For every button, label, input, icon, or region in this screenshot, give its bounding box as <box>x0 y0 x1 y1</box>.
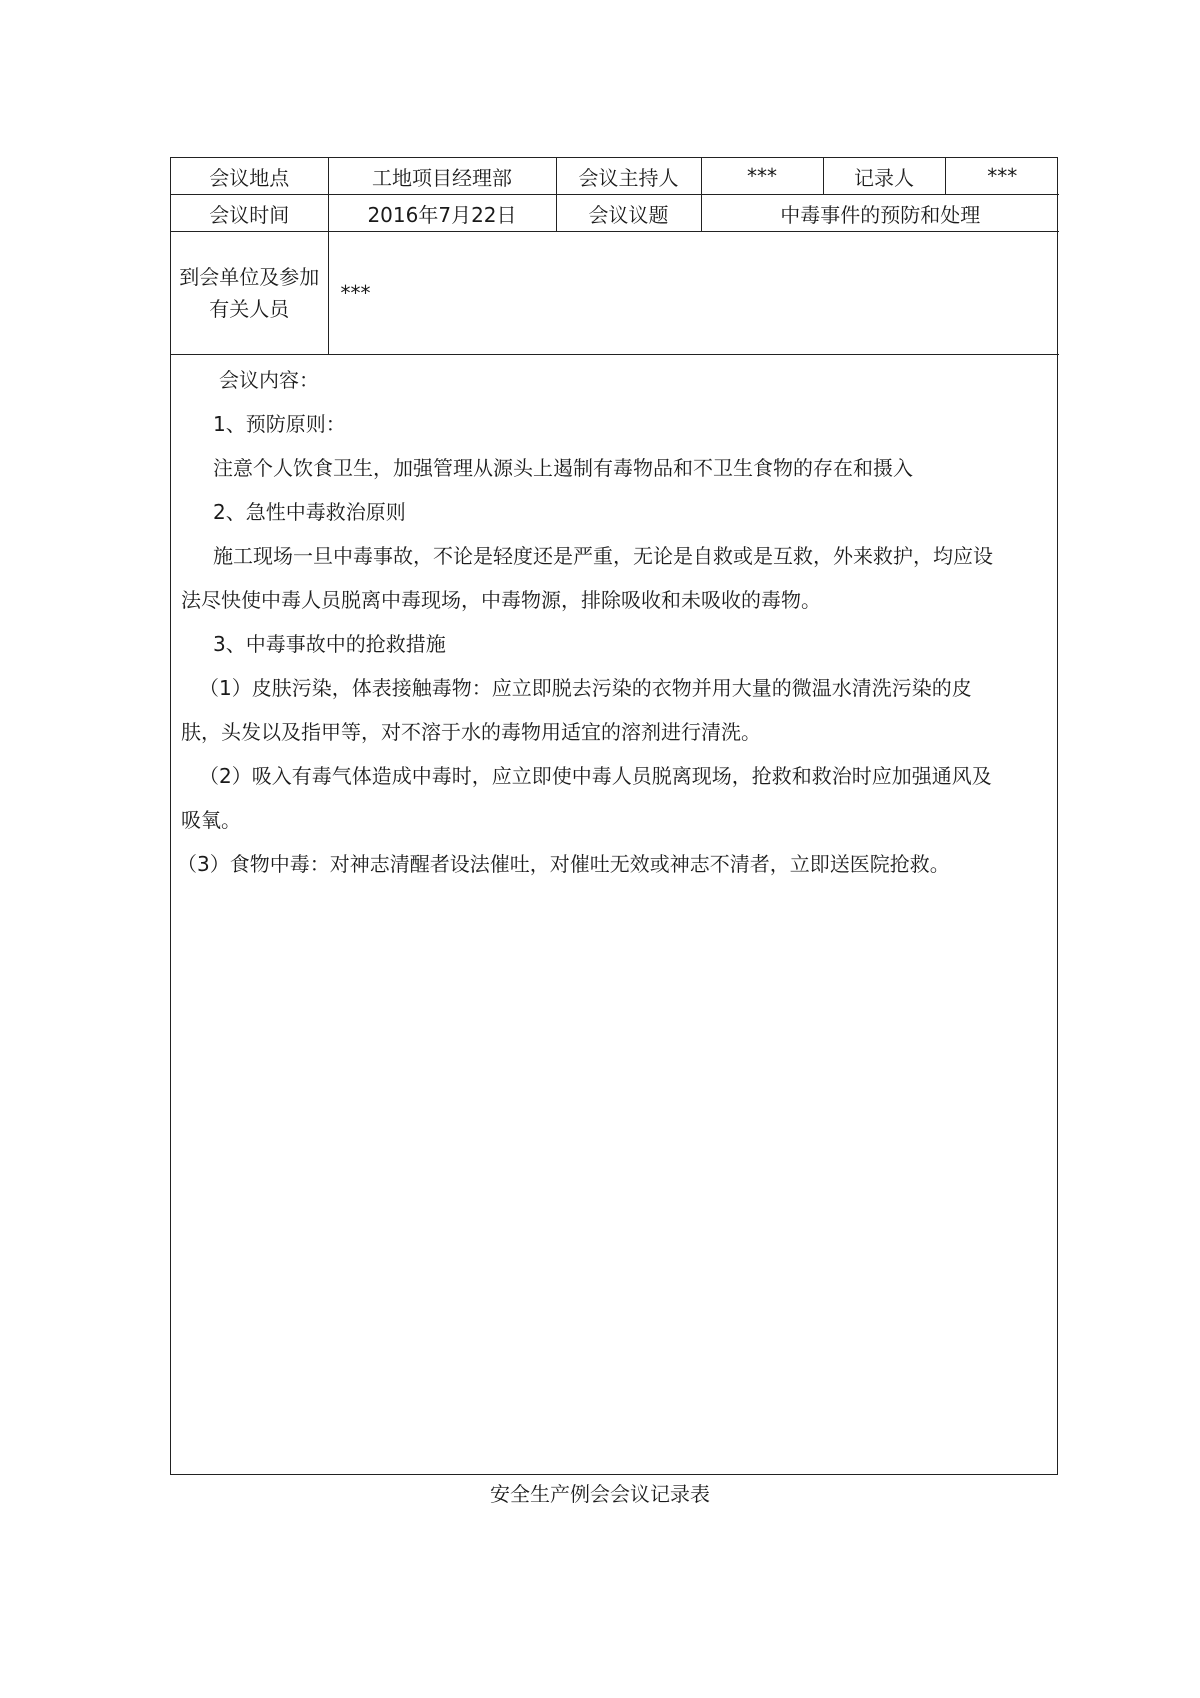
meeting-record-form <box>170 157 1058 1475</box>
section-1-text: 注意个人饮食卫生，加强管理从源头上遏制有毒物品和不卫生食物的存在和摄入 <box>213 456 913 480</box>
attendees-value: *** <box>328 232 1059 355</box>
time-label: 会议时间 <box>171 195 328 232</box>
section-2-title: 2、急性中毒救治原则 <box>213 500 406 524</box>
location-label: 会议地点 <box>171 158 328 195</box>
measure-3-line-1: （3）食物中毒：对神志清醒者设法催吐，对催吐无效或神志不清者，立即送医院抢救。 <box>177 852 950 876</box>
location-value: 工地项目经理部 <box>328 158 556 195</box>
info-row-time <box>171 195 1059 232</box>
measure-1-line-1: （1）皮肤污染，体表接触毒物：应立即脱去污染的衣物并用大量的微温水清洗污染的皮 <box>199 676 972 700</box>
info-row-location <box>171 158 1059 195</box>
host-value: *** <box>701 158 823 195</box>
topic-value: 中毒事件的预防和处理 <box>701 195 1059 232</box>
section-2-text-line-1: 施工现场一旦中毒事故，不论是轻度还是严重，无论是自救或是互救，外来救护，均应设 <box>213 544 993 568</box>
meeting-info-table <box>171 158 1059 355</box>
section-2-text-line-2: 法尽快使中毒人员脱离中毒现场，中毒物源，排除吸收和未吸收的毒物。 <box>181 588 821 612</box>
topic-label: 会议议题 <box>556 195 701 232</box>
measure-2-line-2: 吸氧。 <box>181 808 241 832</box>
attendees-label: 到会单位及参加有关人员 <box>171 232 328 355</box>
content-heading: 会议内容： <box>219 368 319 392</box>
host-label: 会议主持人 <box>556 158 701 195</box>
form-caption: 安全生产例会会议记录表 <box>490 1482 710 1506</box>
measure-2-line-1: （2）吸入有毒气体造成中毒时，应立即使中毒人员脱离现场，抢救和救治时应加强通风及 <box>199 764 992 788</box>
time-value: 2016年7月22日 <box>328 195 556 232</box>
recorder-label: 记录人 <box>823 158 945 195</box>
recorder-value: *** <box>945 158 1059 195</box>
info-row-attendees <box>171 232 1059 355</box>
measure-1-line-2: 肤，头发以及指甲等，对不溶于水的毒物用适宜的溶剂进行清洗。 <box>181 720 761 744</box>
section-3-title: 3、中毒事故中的抢救措施 <box>213 632 446 656</box>
meeting-content <box>171 356 1057 1474</box>
section-1-title: 1、预防原则： <box>213 412 346 436</box>
